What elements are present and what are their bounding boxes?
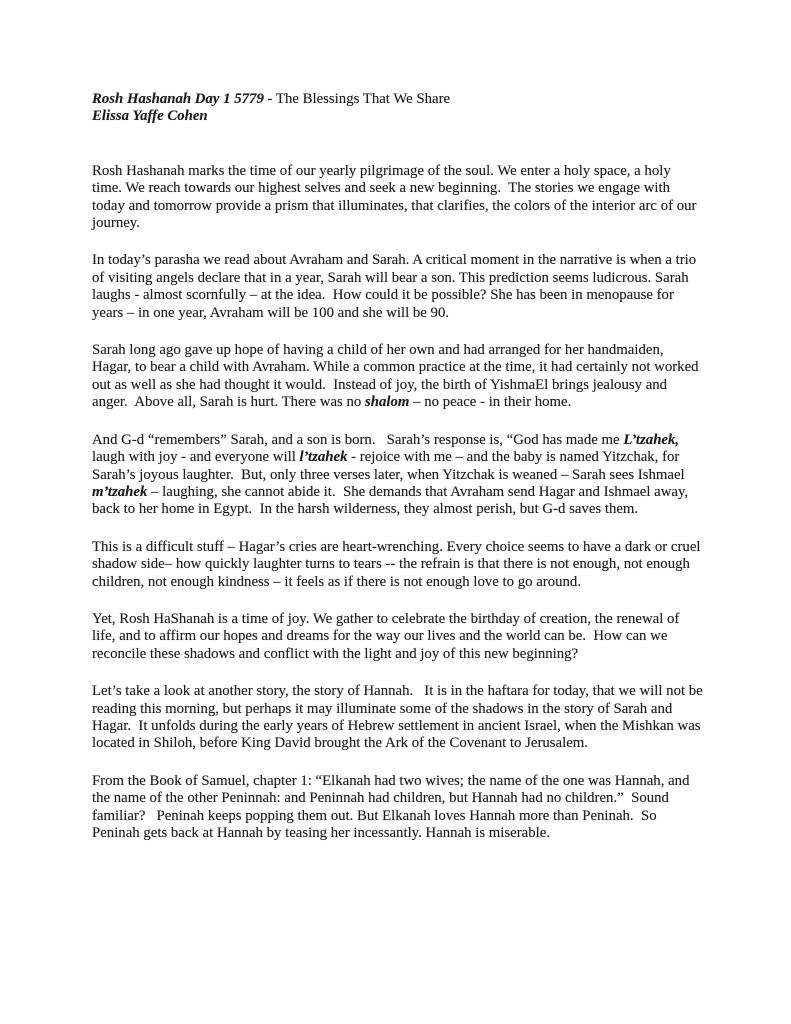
- text-run: From the Book of Samuel, chapter 1: “Elkanah had two wives; the name of the one was Hannah, and the name of the other Peninnah: and Peninnah had children, but Hannah had no children.” Sound familiar? Peninah keeps popping them out. But Elkanah loves Hannah more than Peninah. So Peninah gets back at Hannah by teasing her incessantly. Hannah is miserable.: [92, 772, 694, 841]
- text-run: And G-d “remembers” Sarah, and a son is born. Sarah’s response is, “God has made me: [92, 431, 624, 448]
- text-run: – no peace - in their home.: [409, 394, 572, 411]
- text-run: m’tzahek: [92, 483, 148, 500]
- paragraphs-container: [92, 162, 707, 843]
- text-run: shalom: [365, 394, 410, 411]
- paragraph: [92, 432, 704, 519]
- paragraph: [92, 539, 704, 591]
- paragraph: [92, 611, 704, 663]
- text-run: L’tzahek,: [623, 431, 680, 448]
- text-run: Yet, Rosh HaShanah is a time of joy. We gather to celebrate the birthday of creation, the renewal of life, and to affirm our hopes and dreams for the way our lives and the world can be. How can we reconcile these shadows and conflict with the light and joy of this new beginning?: [92, 610, 684, 662]
- document-title: [92, 91, 704, 108]
- text-run: This is a difficult stuff – Hagar’s cries are heart-wrenching. Every choice seems to have a dark or cruel shadow side– how quickly laughter turns to tears -- the refrain is that there is not enough, not enough children, not enough kindness – it feels as if there is not enough love to go around.: [92, 538, 705, 590]
- text-run: Rosh Hashanah Day 1 5779: [92, 91, 264, 107]
- paragraph: [92, 252, 704, 322]
- text-run: - The Blessings That We Share: [263, 91, 451, 107]
- paragraph: [92, 342, 704, 412]
- text-run: l’tzahek: [299, 449, 348, 466]
- text-run: - rejoice with me – and the baby is named Yitzchak, for Sarah’s joyous laughter. But, only three verses later, when Yitzchak is weaned – Sarah sees Ishmael: [92, 449, 689, 483]
- text-run: Let’s take a look at another story, the story of Hannah. It is in the haftara for today, that we will not be reading this morning, but perhaps it may illuminate some of the shadows in the story of Sarah and Hagar. It unfolds during the early years of Hebrew settlement in ancient Israel, when the Mishkan was located in Shiloh, before King David brought the Ark of the Covenant to Jerusalem.: [92, 683, 707, 752]
- paragraph: [92, 683, 707, 753]
- text-run: laugh with joy - and everyone will: [92, 431, 683, 466]
- document-byline: [92, 108, 704, 125]
- text-run: Elissa Yaffe Cohen: [92, 108, 208, 125]
- text-run: Sarah long ago gave up hope of having a child of her own and had arranged for her handmaiden, Hagar, to bear a child with Avraham. While a common practice at the time, it had certainly not worked out as well as she had thought it would. Instead of joy, the birth of YishmaEl brings jealousy and anger. Above all, Sarah is hurt. There was no: [92, 342, 703, 411]
- paragraph: [92, 773, 704, 843]
- paragraph: [92, 163, 704, 233]
- text-run: In today’s parasha we read about Avraham and Sarah. A critical moment in the narrative is when a trio of visiting angels declare that in a year, Sarah will bear a son. This prediction seems ludicrous. Sarah laughs - almost scornfully – at the idea. How could it be possible? She has been in menopause for years – in one year, Avraham will be 100 and she will be 90.: [92, 252, 700, 321]
- text-run: – laughing, she cannot abide it. She demands that Avraham send Hagar and Ishmael away, back to her home in Egypt. In the harsh wilderness, they almost perish, but G-d saves them.: [92, 483, 692, 518]
- text-run: Rosh Hashanah marks the time of our yearly pilgrimage of the soul. We enter a holy space, a holy time. We reach towards our highest selves and seek a new beginning. The stories we engage with today and tomorrow provide a prism that illuminates, that clarifies, the colors of the interior arc of our journey.: [92, 162, 701, 232]
